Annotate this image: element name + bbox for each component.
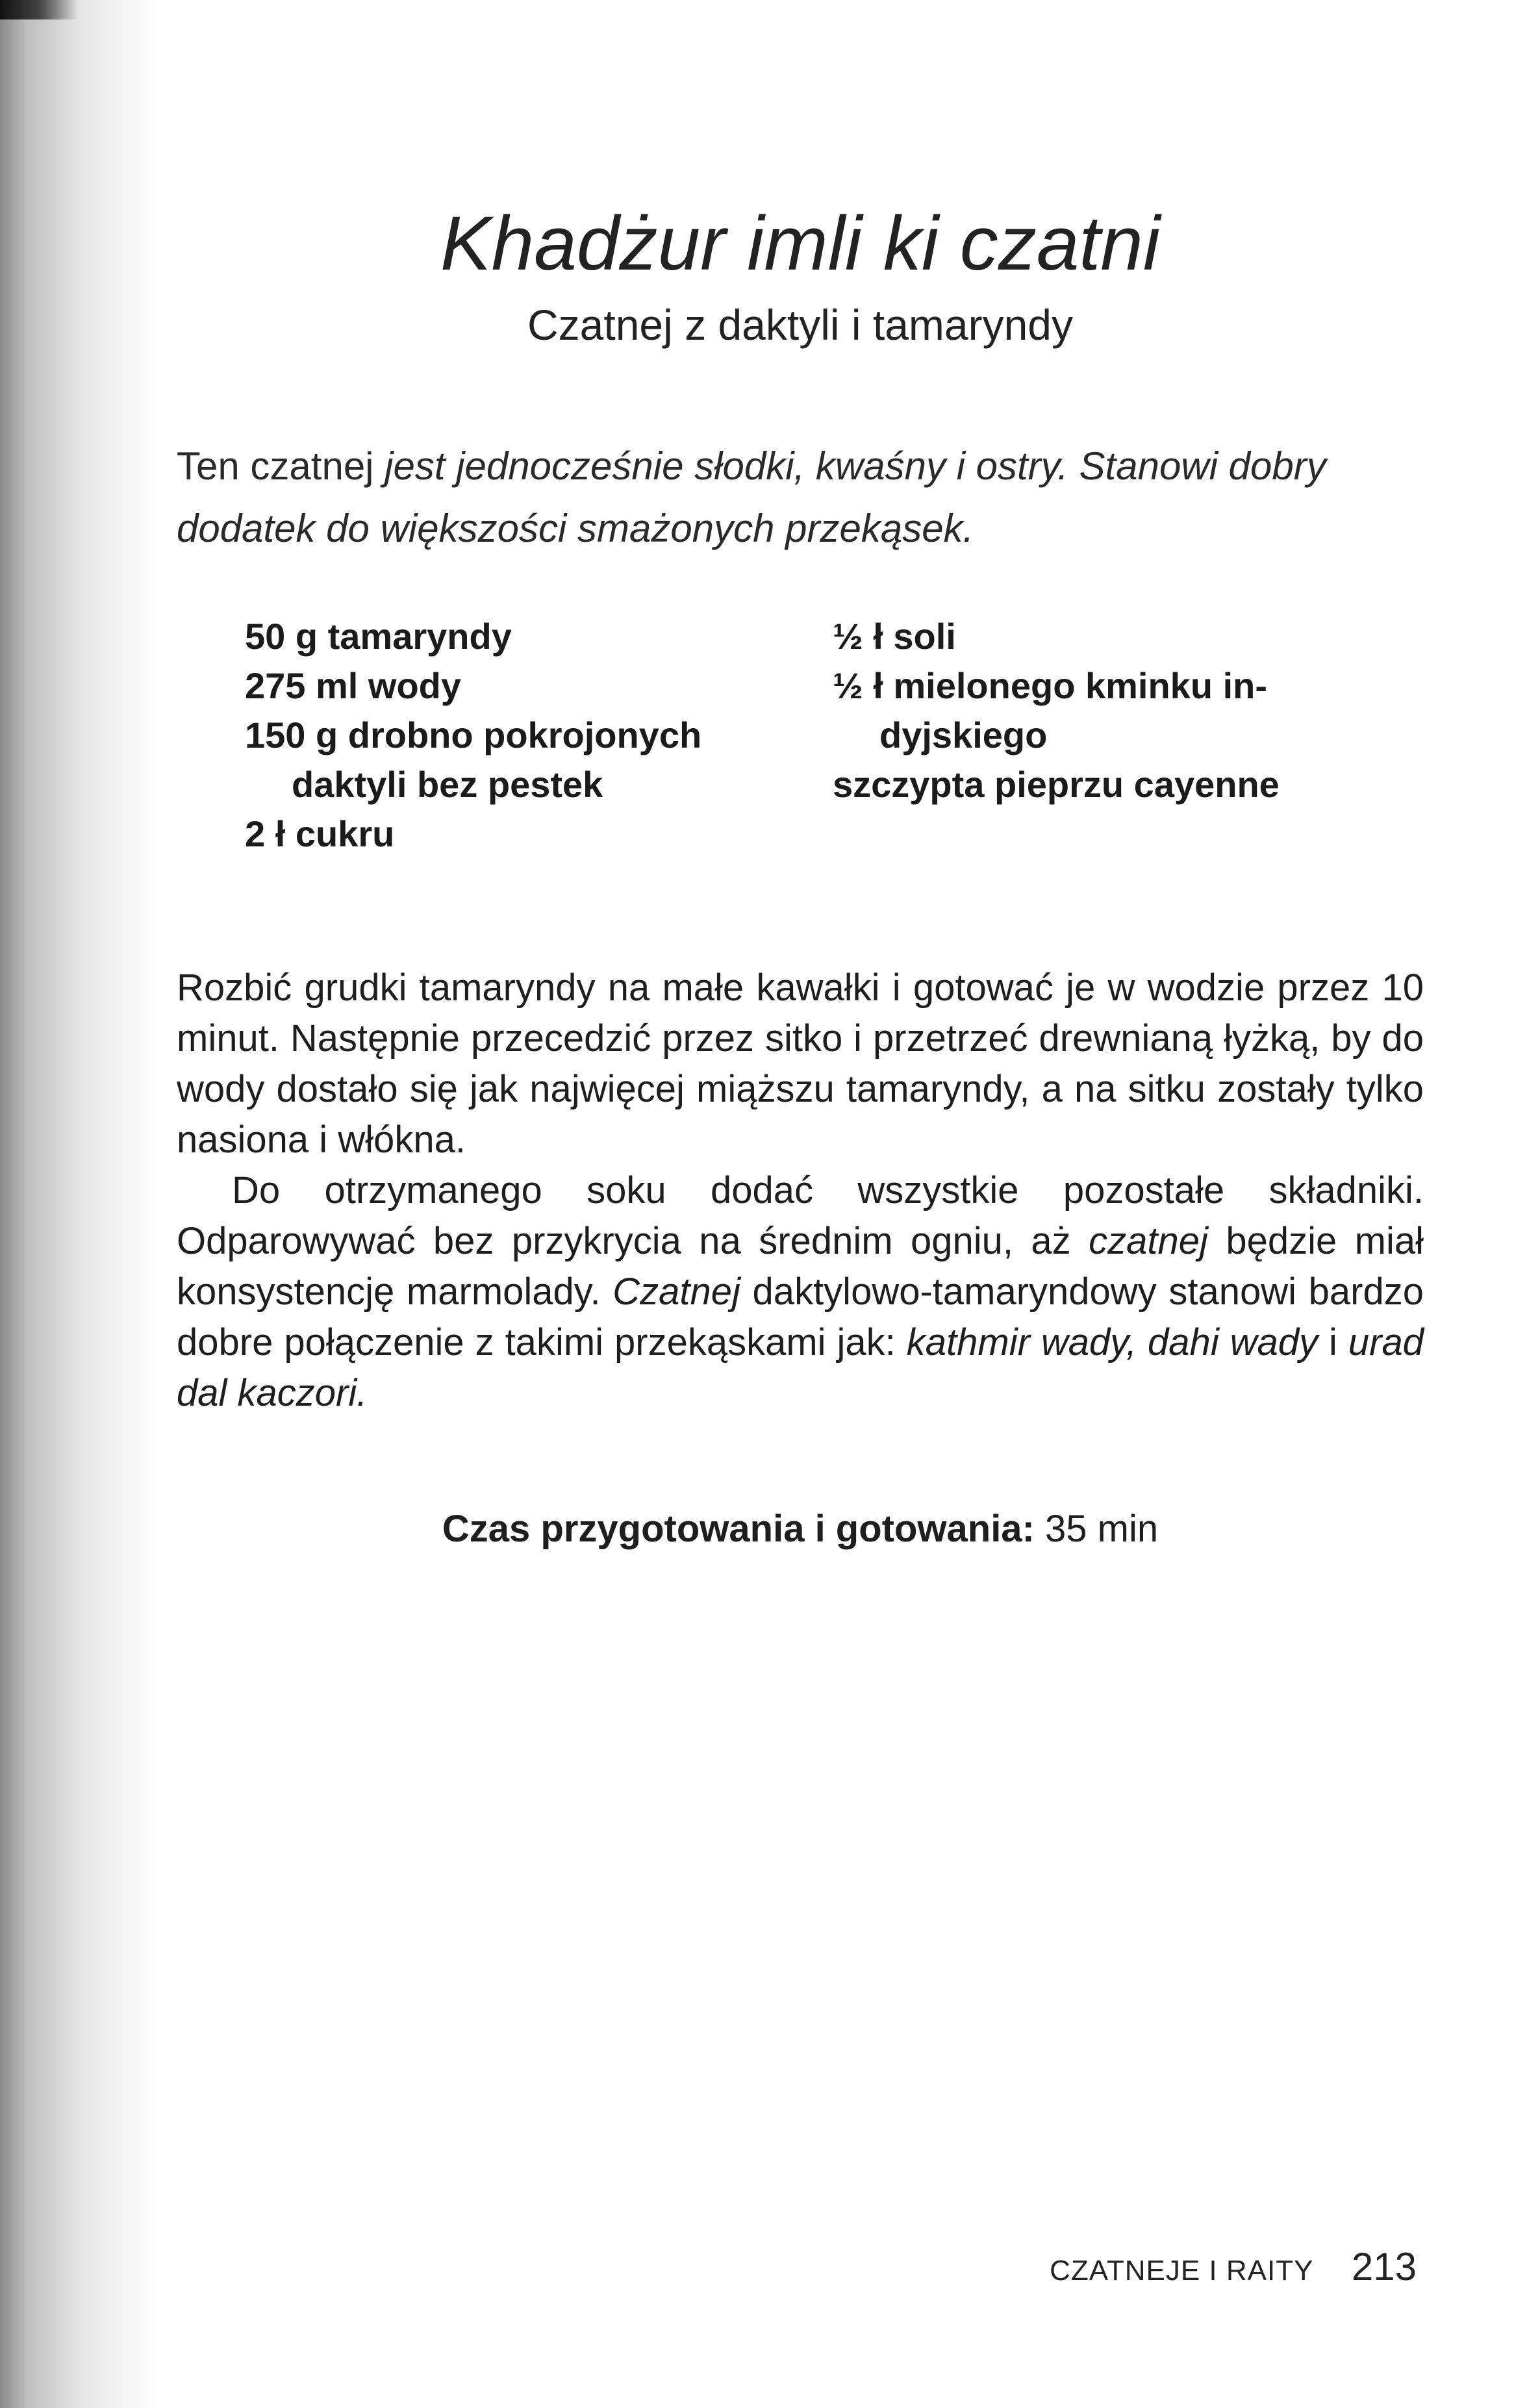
ingredient-item: 2 ł cukru bbox=[245, 813, 395, 854]
preparation-time bbox=[177, 1503, 1424, 1555]
ingredient-item: 150 g drobno pokrojonych bbox=[245, 715, 702, 755]
time-label: Czas przygotowania i gotowania: bbox=[442, 1508, 1035, 1550]
method-text: daktylowo-tamaryndowy stanowi bardzo dobre połączenie z takimi przekąskami jak: bbox=[177, 1271, 1424, 1363]
ingredient-item: 50 g tamaryndy bbox=[245, 616, 512, 657]
page-binding-shadow bbox=[0, 0, 169, 2408]
recipe-subtitle: Czatnej z daktyli i tamaryndy bbox=[527, 301, 1073, 349]
page-footer bbox=[1050, 2244, 1417, 2294]
ingredient-item: ½ ł mielonego kminku in- bbox=[833, 665, 1267, 706]
method-emphasis: kathmir wady, dahi wady bbox=[906, 1321, 1319, 1363]
ingredients-right-column bbox=[833, 612, 1417, 809]
recipe-intro bbox=[177, 435, 1424, 560]
recipe-content bbox=[177, 195, 1424, 1555]
method-emphasis: urad dal kaczori. bbox=[177, 1321, 1424, 1414]
ingredient-item: 275 ml wody bbox=[245, 665, 462, 706]
ingredients-list bbox=[177, 612, 1424, 917]
page-number: 213 bbox=[1351, 2245, 1417, 2288]
recipe-title: Khadżur imli ki czatni bbox=[440, 201, 1161, 286]
method-text: Do otrzymanego soku dodać wszystkie pozostałe składniki. Odparowywać bez przykrycia na średnim ogniu, aż bbox=[177, 1169, 1424, 1262]
intro-lead: Ten czatnej bbox=[177, 444, 374, 488]
time-value: 35 min bbox=[1034, 1508, 1159, 1550]
method-emphasis: czatnej bbox=[1089, 1220, 1208, 1262]
method-paragraph-1: Rozbić grudki tamaryndy na małe kawałki i gotować je w wodzie przez 10 minut. Następnie przecedzić przez sitko i przetrzeć drewnianą łyżką, by do wody dostało się jak najwięcej miąższu tamaryndy, a na sitku zostały tylko nasiona i włókna. bbox=[177, 967, 1424, 1161]
ingredient-item: szczypta pieprzu cayenne bbox=[833, 764, 1280, 805]
method-emphasis: Czatnej bbox=[612, 1271, 740, 1313]
ingredient-item: daktyli bez pestek bbox=[292, 764, 603, 805]
method-paragraph-2 bbox=[177, 1165, 1424, 1419]
ingredients-left-column bbox=[245, 612, 829, 859]
ingredient-item: dyjskiego bbox=[879, 715, 1048, 755]
section-title: CZATNEJE I RAITY bbox=[1050, 2255, 1314, 2287]
scan-corner-mark bbox=[0, 0, 78, 19]
method-text: i bbox=[1318, 1321, 1348, 1363]
method-text: będzie miał konsystencję marmolady. bbox=[177, 1220, 1424, 1313]
ingredient-item: ½ ł soli bbox=[833, 616, 956, 657]
recipe-method bbox=[177, 963, 1424, 1419]
intro-rest: jest jednocześnie słodki, kwaśny i ostry. Stanowi dobry dodatek do większości smażonych przekąsek. bbox=[177, 444, 1326, 550]
